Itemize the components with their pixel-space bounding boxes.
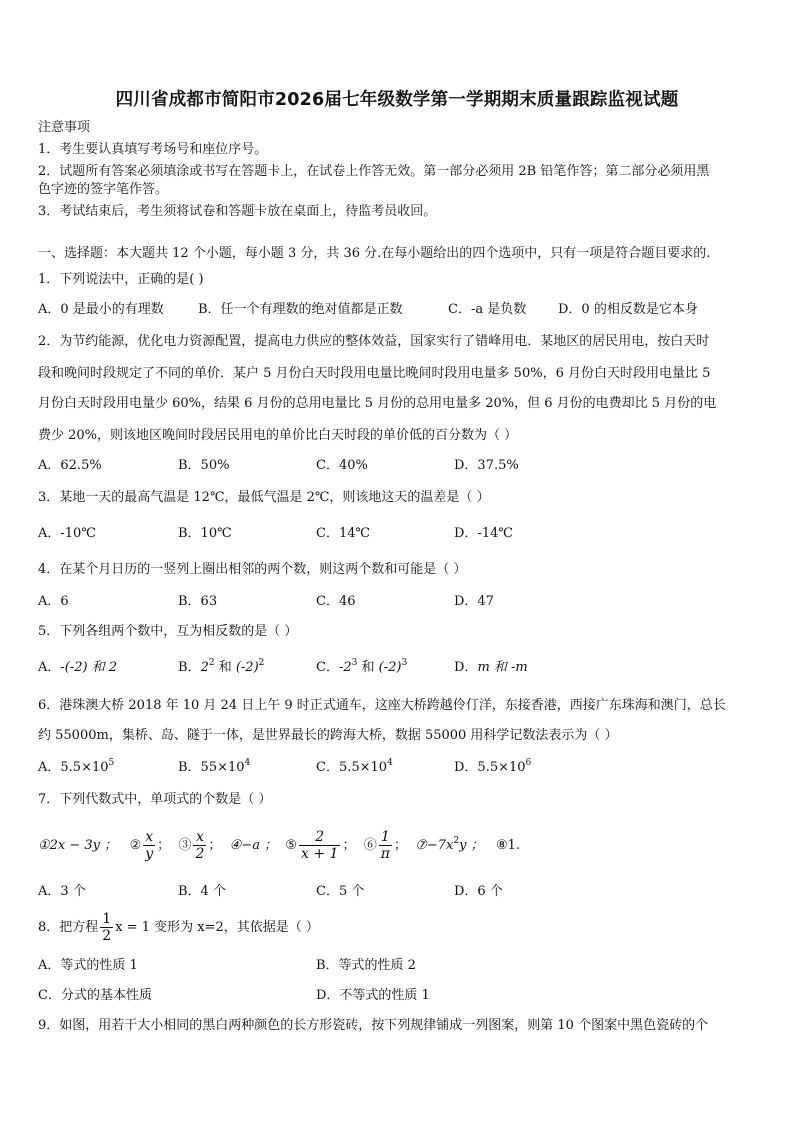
q7-option-d: D．6 个 [454, 884, 503, 899]
q2-option-a: A．62.5% [38, 458, 102, 473]
expr-3-label: ③ [178, 838, 192, 853]
expr-2-fraction [143, 829, 155, 862]
q7-expression-list [38, 826, 520, 866]
question-8-stem [38, 908, 319, 948]
question-2-line: 月份白天时段用电量少 60%，结果 6 月份的总用电量比 5 月份的总用电量多 20%，但 6 月份的电费却比 5 月份的电 [38, 396, 717, 411]
q3-option-b: B．10℃ [178, 526, 232, 541]
denominator: x + 1 [301, 846, 339, 862]
option-label: B．55×10 [178, 760, 245, 775]
q7-option-b: B．4 个 [178, 884, 226, 899]
math-exponent: 3 [351, 658, 358, 668]
q4-option-c: C．46 [316, 594, 356, 609]
question-2-line: 2．为节约能源，优化电力资源配置，提高电力供应的整体效益，国家实行了错峰用电．某地区的居民用电，按白天时 [38, 334, 710, 349]
question-9-stem: 9．如图，用若干大小相同的黑白两种颜色的长方形瓷砖，按下列规律铺成一列图案，则第 10 个图案中黑色瓷砖的个 [38, 1018, 709, 1033]
q7-option-a: A．3 个 [38, 884, 86, 899]
note-item: 2．试题所有答案必须填涂或书写在答题卡上，在试卷上作答无效。第一部分必须用 2B 铅笔作答；第二部分必须用黑 [38, 164, 710, 179]
q5-option-d [454, 660, 528, 676]
q6-option-c [316, 760, 393, 776]
q8-option-b: B．等式的性质 2 [316, 958, 416, 973]
stem-suffix: x = 1 变形为 x=2，其依据是（ ） [115, 920, 319, 935]
q5-option-c [316, 660, 407, 676]
numerator: 1 [102, 911, 112, 927]
separator: ； [157, 838, 171, 853]
expr-3-fraction [193, 829, 206, 862]
q4-option-a: A．6 [38, 594, 69, 609]
question-6-line: 6．港珠澳大桥 2018 年 10 月 24 日上午 9 时正式通车，这座大桥跨越伶仃洋，东接香港，西接广东珠海和澳门，总长 [38, 698, 726, 713]
section-heading: 一、选择题：本大题共 12 个小题，每小题 3 分，共 36 分.在每小题给出的四个选项中，只有一项是符合题目要求的. [38, 246, 711, 261]
question-7-stem: 7．下列代数式中，单项式的个数是（ ） [38, 792, 272, 807]
expr-1: ①2x − 3y ； [38, 838, 118, 853]
q8-option-a: A．等式的性质 1 [38, 958, 138, 973]
numerator: x [193, 829, 206, 846]
option-label: D．5.5×10 [454, 760, 526, 775]
math-exponent: 3 [401, 658, 408, 668]
option-label: A．5.5×10 [38, 760, 109, 775]
math-expression: -(-2) 和 2 [60, 660, 118, 675]
q8-option-c: C．分式的基本性质 [38, 988, 152, 1003]
q4-option-d: D．47 [454, 594, 494, 609]
q6-option-b [178, 760, 250, 776]
note-item: 1．考生要认真填写考场号和座位序号。 [38, 142, 268, 157]
q1-option-c: C．-a 是负数 [448, 302, 527, 317]
note-item: 色字迹的签字笔作答。 [38, 182, 169, 197]
math-connector: 和 [214, 660, 236, 675]
denominator: 2 [102, 928, 112, 944]
math-exponent: 2 [258, 658, 265, 668]
q3-option-c: C．14℃ [316, 526, 371, 541]
q1-option-b: B．任一个有理数的绝对值都是正数 [198, 302, 403, 317]
q5-option-b [178, 660, 264, 676]
q3-option-a: A．-10℃ [38, 526, 96, 541]
expr-5-fraction [299, 829, 340, 862]
expr-4: ④−a ； [229, 838, 278, 853]
question-4-stem: 4．在某个月日历的一竖列上圈出相邻的两个数，则这两个数和可能是（ ） [38, 562, 467, 577]
q4-option-b: B．63 [178, 594, 218, 609]
numerator: 2 [299, 829, 340, 846]
separator: ； [208, 838, 222, 853]
expr-8: ⑧1. [496, 838, 521, 853]
denominator: π [380, 846, 390, 862]
numerator: x [143, 829, 155, 846]
question-1-stem: 1．下列说法中，正确的是( ) [38, 272, 204, 287]
q3-option-d: D．-14℃ [454, 526, 513, 541]
math-base: (-2) [235, 660, 259, 675]
denominator: 2 [195, 846, 205, 862]
math-base: 2 [200, 660, 209, 675]
q1-option-d: D．0 的相反数是它本身 [558, 302, 698, 317]
question-3-stem: 3．某地一天的最高气温是 12℃，最低气温是 2℃，则该地这天的温差是（ ） [38, 490, 490, 505]
note-item: 3．考试结束后，考生须将试卷和答题卡放在桌面上，待监考员收回。 [38, 204, 437, 219]
expr-5-label: ⑤ [285, 838, 298, 853]
expr-2-label: ② [129, 838, 142, 853]
exponent: 6 [525, 758, 532, 768]
separator: ； [393, 838, 407, 853]
page-title: 四川省成都市简阳市2026届七年级数学第一学期期末质量跟踪监视试题 [115, 90, 679, 110]
stem-prefix: 8．把方程 [38, 920, 99, 935]
question-6-line: 约 55000m，集桥、岛、隧于一体，是世界最长的跨海大桥，数据 55000 用科学记数法表示为（ ） [38, 728, 618, 743]
denominator: y [145, 846, 154, 862]
expr-6-fraction [379, 829, 392, 862]
numerator: 1 [379, 829, 392, 846]
exponent: 4 [387, 758, 393, 768]
option-label: C．5.5×10 [316, 760, 388, 775]
q2-option-d: D．37.5% [454, 458, 519, 473]
math-exponent: 2 [208, 658, 215, 668]
math-expression: m 和 -m [477, 660, 528, 675]
math-base: -2 [338, 660, 352, 675]
option-label: D． [454, 660, 478, 675]
exponent: 5 [108, 758, 115, 768]
q5-option-a [38, 660, 117, 676]
question-5-stem: 5．下列各组两个数中，互为相反数的是（ ） [38, 624, 298, 639]
exponent: 4 [244, 758, 251, 768]
question-2-line: 费少 20%，则该地区晚间时段居民用电的单价比白天时段的单价低的百分数为（ ） [38, 428, 518, 443]
expr-7-post: y ； [459, 838, 484, 853]
option-label: C． [316, 660, 339, 675]
math-connector: 和 [357, 660, 379, 675]
option-label: A． [38, 660, 61, 675]
option-label: B． [178, 660, 201, 675]
expr-6-label: ⑥ [363, 838, 377, 853]
notes-heading: 注意事项 [38, 120, 91, 135]
q2-option-c: C．40% [316, 458, 368, 473]
math-base: (-2) [378, 660, 402, 675]
exponent: 2 [453, 836, 460, 846]
separator: ； [342, 838, 356, 853]
expr-7-pre: ⑦−7x [415, 838, 454, 853]
q2-option-b: B．50% [178, 458, 230, 473]
q1-option-a: A．0 是最小的有理数 [38, 302, 164, 317]
q7-option-c: C．5 个 [316, 884, 365, 899]
equation-fraction [100, 911, 113, 944]
q8-option-d: D．不等式的性质 1 [316, 988, 430, 1003]
question-2-line: 段和晚间时段规定了不同的单价．某户 5 月份白天时段用电量比晚间时段用电量多 50%，6 月份白天时段用电量比 5 [38, 366, 711, 381]
q6-option-a [38, 760, 114, 776]
q6-option-d [454, 760, 531, 776]
